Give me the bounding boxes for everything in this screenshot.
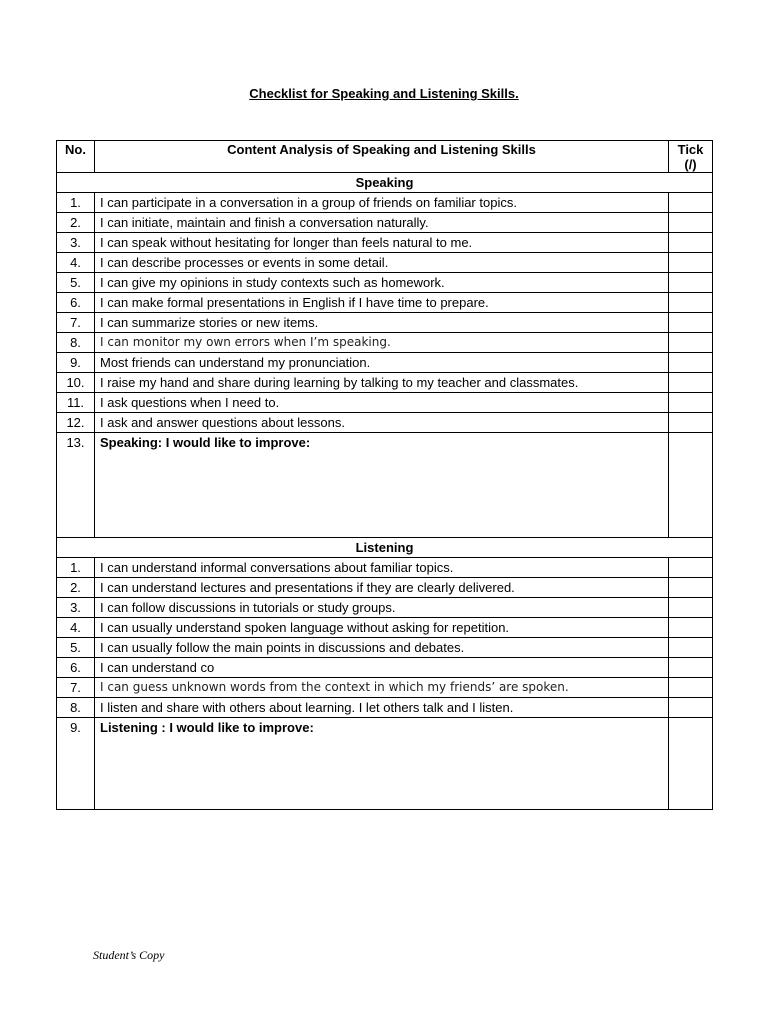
table-row bbox=[57, 698, 713, 718]
item-number: 12. bbox=[57, 413, 95, 433]
item-statement: I can understand lectures and presentations if they are clearly delivered. bbox=[95, 578, 669, 598]
header-tick-symbol: (/) bbox=[684, 157, 697, 172]
speaking-section bbox=[57, 173, 713, 538]
checklist-table bbox=[56, 140, 713, 810]
header-no: No. bbox=[57, 141, 95, 173]
section-row-listening bbox=[57, 538, 713, 558]
tick-box[interactable] bbox=[669, 433, 713, 538]
table-row bbox=[57, 413, 713, 433]
footer-note: Student’s Copy bbox=[93, 948, 165, 962]
item-number: 9. bbox=[57, 353, 95, 373]
item-number: 2. bbox=[57, 213, 95, 233]
tick-box[interactable] bbox=[669, 678, 713, 698]
header-row bbox=[57, 141, 713, 173]
tick-box[interactable] bbox=[669, 213, 713, 233]
item-number: 11. bbox=[57, 393, 95, 413]
item-number: 2. bbox=[57, 578, 95, 598]
item-statement: I listen and share with others about learning. I let others talk and I listen. bbox=[95, 698, 669, 718]
table-row bbox=[57, 253, 713, 273]
table-row bbox=[57, 313, 713, 333]
item-number: 3. bbox=[57, 233, 95, 253]
table-row bbox=[57, 333, 713, 353]
item-statement: I can describe processes or events in some detail. bbox=[95, 253, 669, 273]
item-statement: I can give my opinions in study contexts such as homework. bbox=[95, 273, 669, 293]
item-statement: I ask questions when I need to. bbox=[95, 393, 669, 413]
table-row bbox=[57, 618, 713, 638]
tick-box[interactable] bbox=[669, 393, 713, 413]
item-number: 3. bbox=[57, 598, 95, 618]
header-content: Content Analysis of Speaking and Listening Skills bbox=[95, 141, 669, 173]
header-tick bbox=[669, 141, 713, 173]
header-tick-label: Tick bbox=[677, 142, 704, 157]
tick-box[interactable] bbox=[669, 413, 713, 433]
item-number: 5. bbox=[57, 638, 95, 658]
tick-box[interactable] bbox=[669, 698, 713, 718]
item-statement: I can make formal presentations in English if I have time to prepare. bbox=[95, 293, 669, 313]
tick-box[interactable] bbox=[669, 618, 713, 638]
table-row bbox=[57, 233, 713, 253]
tick-box[interactable] bbox=[669, 273, 713, 293]
item-statement: I can speak without hesitating for longer than feels natural to me. bbox=[95, 233, 669, 253]
tick-box[interactable] bbox=[669, 313, 713, 333]
table-row bbox=[57, 393, 713, 413]
improve-row bbox=[57, 433, 713, 538]
item-statement: I can understand co bbox=[95, 658, 669, 678]
tick-box[interactable] bbox=[669, 333, 713, 353]
tick-box[interactable] bbox=[669, 718, 713, 810]
item-number: 4. bbox=[57, 253, 95, 273]
tick-box[interactable] bbox=[669, 638, 713, 658]
item-statement: I can guess unknown words from the context in which my friends’ are spoken. bbox=[95, 678, 669, 698]
tick-box[interactable] bbox=[669, 558, 713, 578]
table-row bbox=[57, 273, 713, 293]
item-statement: I can usually follow the main points in discussions and debates. bbox=[95, 638, 669, 658]
table-row bbox=[57, 598, 713, 618]
section-heading-listening: Listening bbox=[57, 538, 713, 558]
item-number: 9. bbox=[57, 718, 95, 810]
page-title: Checklist for Speaking and Listening Skills. bbox=[249, 86, 519, 101]
table-row bbox=[57, 193, 713, 213]
item-statement: I can understand informal conversations about familiar topics. bbox=[95, 558, 669, 578]
tick-box[interactable] bbox=[669, 193, 713, 213]
item-statement: I can summarize stories or new items. bbox=[95, 313, 669, 333]
tick-box[interactable] bbox=[669, 293, 713, 313]
tick-box[interactable] bbox=[669, 253, 713, 273]
tick-box[interactable] bbox=[669, 658, 713, 678]
item-number: 7. bbox=[57, 678, 95, 698]
item-statement: I can initiate, maintain and finish a conversation naturally. bbox=[95, 213, 669, 233]
improve-prompt[interactable]: Speaking: I would like to improve: bbox=[95, 433, 669, 538]
section-heading-speaking: Speaking bbox=[57, 173, 713, 193]
table-row bbox=[57, 658, 713, 678]
item-statement: I can monitor my own errors when I’m speaking. bbox=[95, 333, 669, 353]
item-statement: Most friends can understand my pronunciation. bbox=[95, 353, 669, 373]
table-row bbox=[57, 638, 713, 658]
improve-row bbox=[57, 718, 713, 810]
item-statement: I raise my hand and share during learning by talking to my teacher and classmates. bbox=[95, 373, 669, 393]
item-number: 1. bbox=[57, 558, 95, 578]
tick-box[interactable] bbox=[669, 353, 713, 373]
item-number: 6. bbox=[57, 293, 95, 313]
table-row bbox=[57, 213, 713, 233]
improve-prompt[interactable]: Listening : I would like to improve: bbox=[95, 718, 669, 810]
item-number: 8. bbox=[57, 333, 95, 353]
item-number: 1. bbox=[57, 193, 95, 213]
item-statement: I ask and answer questions about lessons. bbox=[95, 413, 669, 433]
table-row bbox=[57, 373, 713, 393]
item-number: 7. bbox=[57, 313, 95, 333]
item-number: 10. bbox=[57, 373, 95, 393]
table-row bbox=[57, 678, 713, 698]
item-number: 5. bbox=[57, 273, 95, 293]
item-statement: I can follow discussions in tutorials or study groups. bbox=[95, 598, 669, 618]
tick-box[interactable] bbox=[669, 598, 713, 618]
item-number: 8. bbox=[57, 698, 95, 718]
item-statement: I can usually understand spoken language without asking for repetition. bbox=[95, 618, 669, 638]
section-row-speaking bbox=[57, 173, 713, 193]
item-statement: I can participate in a conversation in a group of friends on familiar topics. bbox=[95, 193, 669, 213]
table-row bbox=[57, 293, 713, 313]
item-number: 6. bbox=[57, 658, 95, 678]
tick-box[interactable] bbox=[669, 373, 713, 393]
tick-box[interactable] bbox=[669, 578, 713, 598]
tick-box[interactable] bbox=[669, 233, 713, 253]
table-row bbox=[57, 578, 713, 598]
item-number: 4. bbox=[57, 618, 95, 638]
listening-section bbox=[57, 538, 713, 810]
table-row bbox=[57, 353, 713, 373]
table-row bbox=[57, 558, 713, 578]
item-number: 13. bbox=[57, 433, 95, 538]
